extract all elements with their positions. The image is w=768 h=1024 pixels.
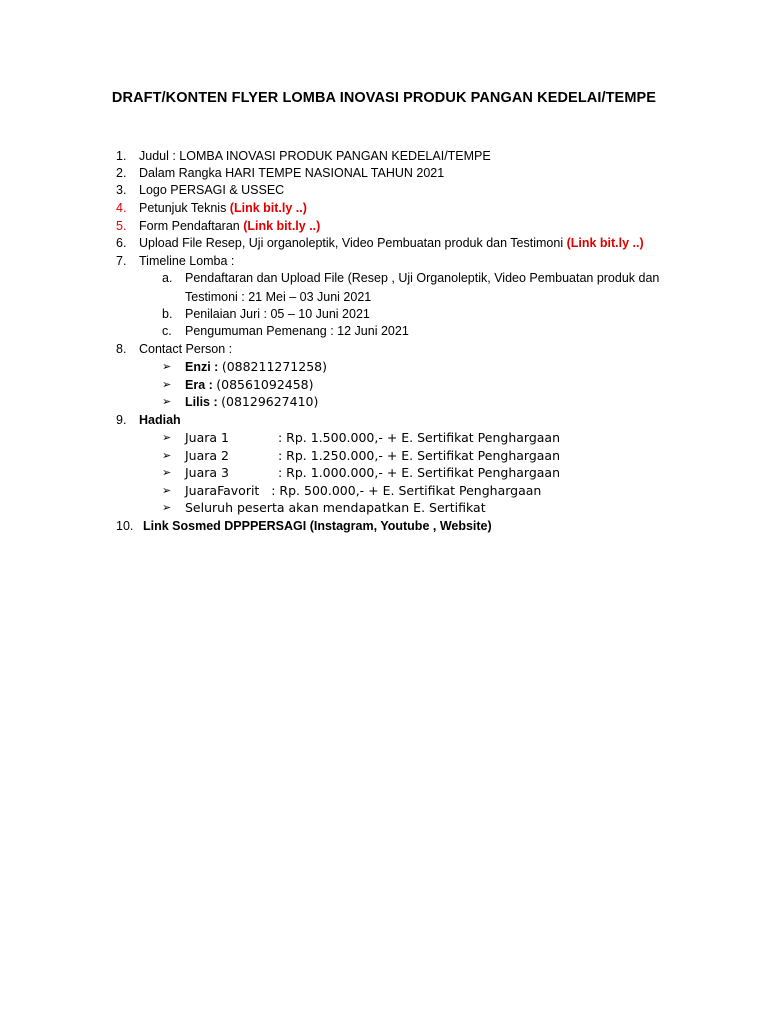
sub-letter: b.: [162, 307, 173, 321]
arrow-bullet-icon: ➢: [162, 361, 172, 373]
prize-value: : Rp. 1.000.000,- + E. Sertifikat Penghargaan: [278, 465, 561, 480]
list-text-wrap: [139, 235, 644, 251]
list-text: Form Pendaftaran: [139, 219, 244, 233]
contact-name: Lilis :: [185, 395, 222, 409]
list-text-wrap: [139, 218, 320, 234]
list-text: Hadiah: [139, 413, 181, 427]
arrow-bullet-icon: ➢: [162, 484, 172, 497]
list-text: Dalam Rangka HARI TEMPE NASIONAL TAHUN 2021: [139, 166, 445, 180]
contact-phone: (088211271258): [221, 359, 328, 374]
list-text: Upload File Resep, Uji organoleptik, Video Pembuatan produk dan Testimoni: [139, 236, 567, 250]
sub-text: Pendaftaran dan Upload File (Resep , Uji Organoleptik, Video Pembuatan produk dan: [185, 271, 660, 285]
prize-name: Juara 2: [185, 448, 229, 463]
prize-full-text: Seluruh peserta akan mendapatkan E. Sertifikat: [185, 500, 486, 515]
list-number: 9.: [116, 413, 127, 427]
list-number: 3.: [116, 183, 127, 197]
contact-phone: (08129627410): [221, 394, 319, 409]
list-number: 10.: [116, 519, 134, 533]
list-number: 5.: [116, 219, 127, 233]
arrow-bullet-icon: ➢: [162, 449, 172, 462]
list-text: Judul : LOMBA INOVASI PRODUK PANGAN KEDELAI/TEMPE: [139, 149, 491, 163]
list-text: Link Sosmed DPPPERSAGI (Instagram, Youtube , Website): [143, 519, 492, 533]
list-number: 7.: [116, 254, 127, 268]
bitly-link: (Link bit.ly ..): [243, 219, 321, 233]
list-number: 6.: [116, 236, 127, 250]
list-text: Petunjuk Teknis: [139, 201, 230, 215]
list-text: Logo PERSAGI & USSEC: [139, 183, 285, 197]
list-number: 4.: [116, 201, 127, 215]
list-text: Contact Person :: [139, 342, 233, 356]
list-number: 2.: [116, 166, 127, 180]
list-text-wrap: [139, 200, 307, 216]
sub-letter: c.: [162, 324, 172, 338]
contact-wrap: [185, 377, 314, 393]
bitly-link: (Link bit.ly ..): [566, 236, 644, 250]
document-title: DRAFT/KONTEN FLYER LOMBA INOVASI PRODUK PANGAN KEDELAI/TEMPE: [111, 90, 657, 106]
arrow-bullet-icon: ➢: [162, 379, 172, 391]
arrow-bullet-icon: ➢: [162, 431, 172, 444]
bitly-link: (Link bit.ly ..): [229, 201, 307, 215]
contact-wrap: [185, 394, 318, 410]
prize-value: : Rp. 1.500.000,- + E. Sertifikat Penghargaan: [278, 430, 561, 445]
contact-phone: (08561092458): [216, 377, 314, 392]
prize-name: Juara 3: [185, 465, 229, 480]
prize-name: Juara 1: [185, 430, 229, 445]
list-number: 8.: [116, 342, 127, 356]
contact-name: Enzi :: [185, 360, 222, 374]
arrow-bullet-icon: ➢: [162, 466, 172, 479]
prize-value: : Rp. 1.250.000,- + E. Sertifikat Penghargaan: [278, 448, 561, 463]
contact-wrap: [185, 359, 327, 375]
list-number: 1.: [116, 149, 127, 163]
arrow-bullet-icon: ➢: [162, 396, 172, 408]
arrow-bullet-icon: ➢: [162, 501, 172, 514]
sub-letter: a.: [162, 271, 173, 285]
prize-full-text: JuaraFavorit : Rp. 500.000,- + E. Sertifikat Penghargaan: [185, 483, 542, 498]
sub-text: Testimoni : 21 Mei – 03 Juni 2021: [185, 290, 372, 304]
sub-text: Pengumuman Pemenang : 12 Juni 2021: [185, 324, 409, 338]
contact-name: Era :: [185, 378, 217, 392]
sub-text: Penilaian Juri : 05 – 10 Juni 2021: [185, 307, 370, 321]
list-text: Timeline Lomba :: [139, 254, 235, 268]
